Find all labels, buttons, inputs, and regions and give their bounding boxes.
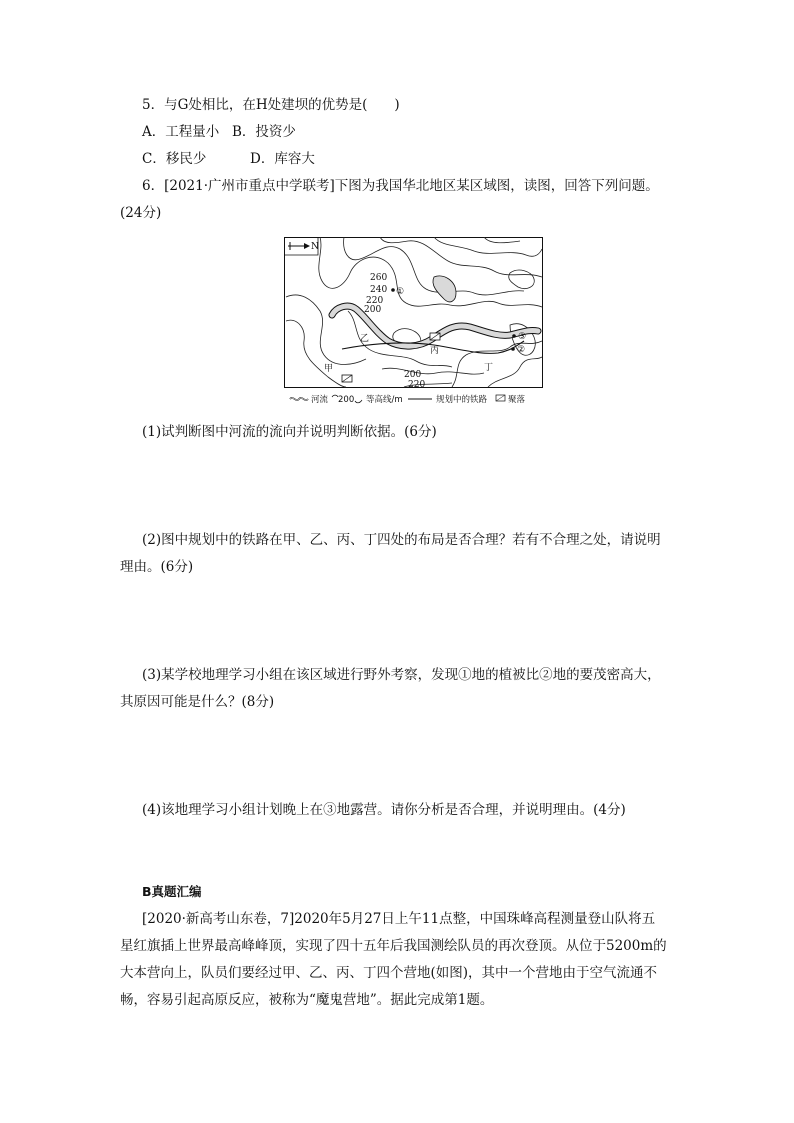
q6-sub1: (1)试判断图中河流的流向并说明判断依据。(6分) <box>142 424 437 440</box>
section-b-title: B真题汇编 <box>142 884 202 899</box>
north-label: N <box>311 242 319 252</box>
legend-settlement: 聚落 <box>508 395 526 405</box>
legend-contour-value: 200 <box>338 395 355 405</box>
legend-railway: 规划中的铁路 <box>436 395 488 405</box>
contour-label-220: 220 <box>366 296 384 306</box>
contour-label-260: 260 <box>370 273 388 283</box>
q5-option-b: B．投资少 <box>232 124 296 140</box>
q5-option-a: A．工程量小 <box>142 124 220 140</box>
legend-contour: 等高线/m <box>366 395 403 405</box>
q6-sub3-line2: 其原因可能是什么？(8分) <box>120 694 275 710</box>
q6-sub2-line2: 理由。(6分) <box>120 559 194 575</box>
point-2-marker <box>511 347 515 351</box>
q5-stem: 5．与G处相比，在H处建坝的优势是( ) <box>142 97 400 113</box>
section-b-line-2: 星红旗插上世界最高峰峰顶，实现了四十五年后我国测绘队员的再次登顶。从位于5200m的 <box>120 938 667 954</box>
point-3-marker <box>512 334 516 338</box>
point-1-label: ① <box>396 287 405 297</box>
contour-label-200-lower: 200 <box>404 370 422 380</box>
place-jia: 甲 <box>324 364 334 374</box>
section-b-line-4: 畅，容易引起高原反应，被称为“魔鬼营地”。据此完成第1题。 <box>120 992 494 1008</box>
section-b-line-3: 大本营向上，队员们要经过甲、乙、丙、丁四个营地(如图)，其中一个营地由于空气流通不 <box>120 965 658 981</box>
q5-option-d: D．库容大 <box>250 151 315 167</box>
q6-sub4: (4)该地理学习小组计划晚上在③地露营。请你分析是否合理，并说明理由。(4分) <box>142 802 626 818</box>
q5-option-c: C．移民少 <box>142 151 207 167</box>
contour-label-240: 240 <box>370 285 388 295</box>
place-bing: 丙 <box>430 346 440 356</box>
map-legend <box>290 394 526 405</box>
q6-sub3-line1: (3)某学校地理学习小组在该区域进行野外考察，发现①地的植被比②地的要茂密高大， <box>142 667 661 683</box>
region-map-figure <box>284 237 544 409</box>
point-3-label: ③ <box>518 332 527 342</box>
q6-sub2-line1: (2)图中规划中的铁路在甲、乙、丙、丁四处的布局是否合理？若有不合理之处，请说明 <box>142 532 661 548</box>
section-b-line-1: [2020·新高考山东卷，7]2020年5月27日上午11点整，中国珠峰高程测量登山队将五 <box>142 911 656 927</box>
contour-label-220-lower: 220 <box>408 380 426 390</box>
q6-intro: 6．[2021·广州市重点中学联考]下图为我国华北地区某区域图，读图，回答下列问题。 <box>142 178 659 194</box>
legend-river: 河流 <box>311 395 329 405</box>
place-ding: 丁 <box>484 363 494 373</box>
q6-score: (24分) <box>120 205 162 221</box>
contour-label-200: 200 <box>364 305 382 315</box>
point-2-label: ② <box>517 345 526 355</box>
place-yi: 乙 <box>360 334 370 344</box>
point-1-marker <box>391 288 395 292</box>
